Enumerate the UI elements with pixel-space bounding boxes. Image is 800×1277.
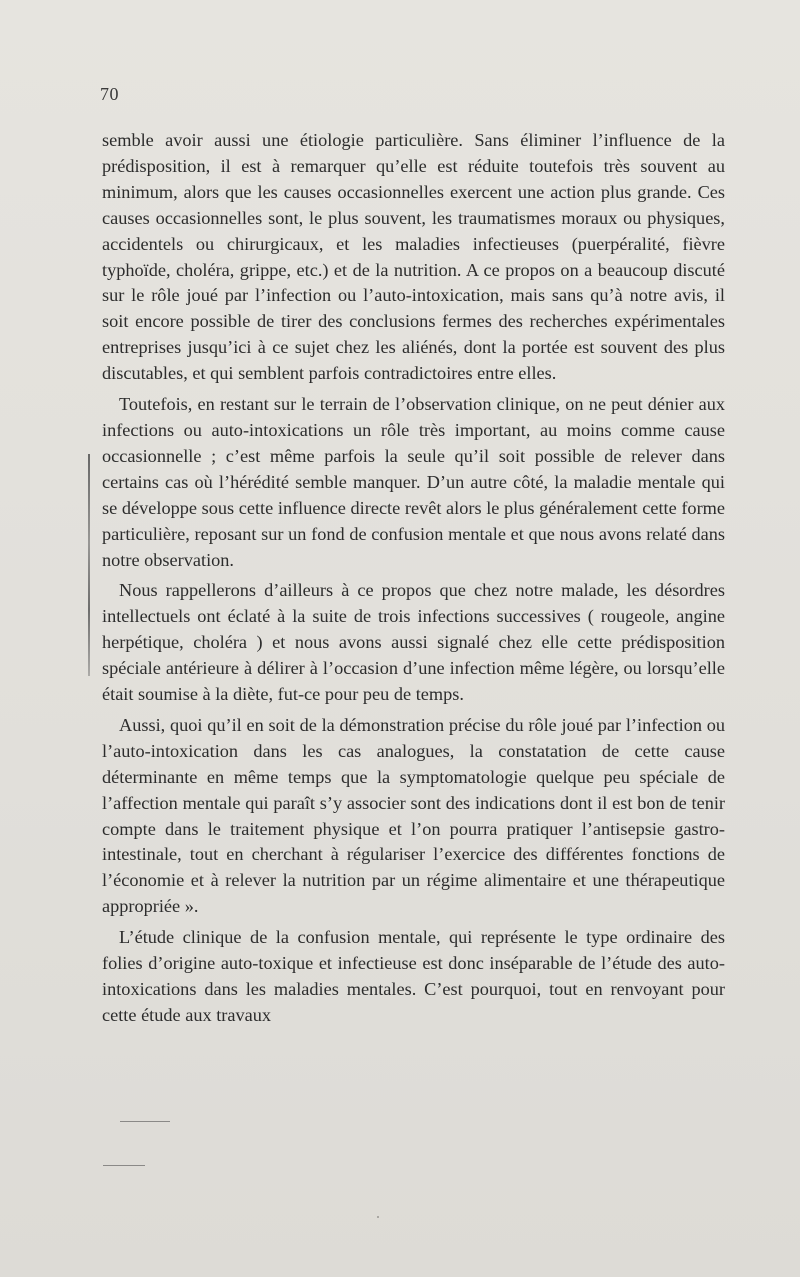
body-text <box>102 128 725 1034</box>
paragraph-1: semble avoir aussi une étiologie particulière. Sans éliminer l’influence de la prédisposition, il est à remarquer qu’elle est réduite toutefois très souvent au minimum, alors que les causes occasionnelles exercent une action plus grande. Ces causes occasionnelles sont, le plus souvent, les traumatismes moraux ou physiques, accidentels ou chirurgicaux, et les maladies infectieuses (puerpéralité, fièvre typhoïde, choléra, grippe, etc.) et de la nutrition. A ce propos on a beaucoup discuté sur le rôle joué par l’infection ou l’auto-intoxication, mais sans qu’à notre avis, il soit encore possible de tirer des conclusions fermes des recherches expérimentales entreprises jusqu’ici à ce sujet chez les aliénés, dont la portée est souvent des plus discutables, et qui semblent parfois contradictoires entre elles. <box>102 130 725 384</box>
paper-speck <box>377 1216 379 1218</box>
underline-mark <box>120 1121 170 1122</box>
underline-mark <box>103 1165 145 1166</box>
paragraph-2: Toutefois, en restant sur le terrain de l’observation clinique, on ne peut dénier aux infections ou auto-intoxications un rôle très important, au moins comme cause occasionnelle ; c’est même parfois la seule qu’il soit possible de relever dans certains cas où l’hérédité semble manquer. D’un autre côté, la maladie mentale qui se développe sous cette influence directe revêt alors le plus généralement cette forme particulière, reposant sur un fond de confusion mentale et que nous avons relaté dans notre observation. <box>102 394 725 570</box>
paragraph-5: L’étude clinique de la confusion mentale, qui représente le type ordinaire des folies d’origine auto-toxique et infectieuse est donc inséparable de l’étude des auto-intoxications dans les maladies mentales. C’est pourquoi, tout en renvoyant pour cette étude aux travaux <box>102 927 725 1025</box>
paragraph-3: Nous rappellerons d’ailleurs à ce propos que chez notre malade, les désordres intellectuels ont éclaté à la suite de trois infections successives ( rougeole, angine herpétique, choléra ) et nous avons aussi signalé chez elle cette prédisposition spéciale antérieure à délirer à l’occasion d’une infection même légère, ou lorsqu’elle était soumise à la diète, fut-ce pour peu de temps. <box>102 580 725 705</box>
page-number: 70 <box>100 84 119 104</box>
paragraph-4: Aussi, quoi qu’il en soit de la démonstration précise du rôle joué par l’infection ou l’auto-intoxication dans les cas analogues, la constatation de cette cause déterminante en même temps que la symptomatologie quelque peu spéciale de l’affection mentale qui paraît s’y associer sont des indications dont il est bon de tenir compte dans le traitement physique et l’on pourra pratiquer l’antisepsie gastro-intestinale, tout en cherchant à régulariser l’exercice des différentes fonctions de l’économie et à relever la nutrition par un régime alimentaire et une thérapeutique appropriée ». <box>102 714 725 917</box>
margin-pencil-line <box>88 454 90 676</box>
